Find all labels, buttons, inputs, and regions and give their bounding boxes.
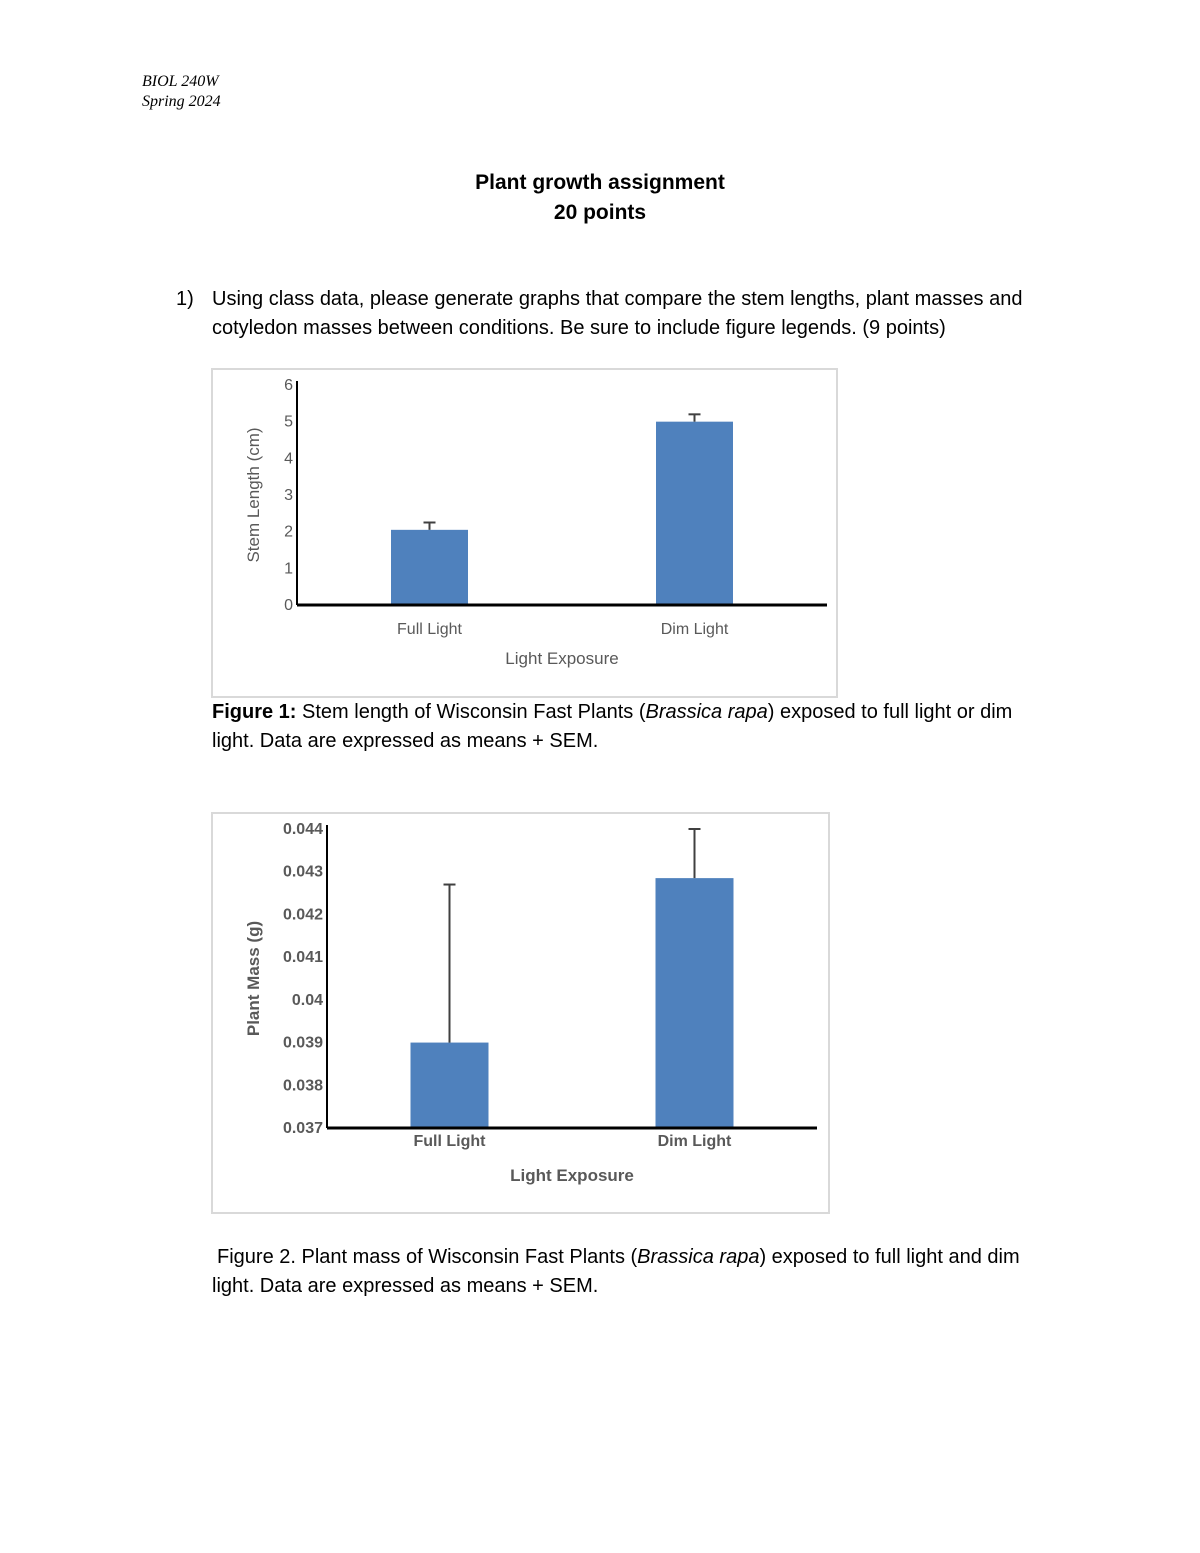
figure-2-caption: [212, 1243, 1052, 1301]
y-tick-label: 0.037: [282, 1120, 323, 1137]
figure-1-caption: [212, 698, 1052, 756]
x-tick-label: Dim Light: [660, 621, 729, 638]
y-axis-title: Stem Length (cm): [244, 427, 263, 563]
course-code: BIOL 240W: [142, 73, 219, 90]
y-tick-label: 0.039: [282, 1034, 323, 1052]
y-tick-label: 1: [284, 560, 293, 578]
assignment-points: 20 points: [553, 201, 647, 224]
y-tick-label: 0.043: [282, 863, 323, 881]
figure-1-label: Figure 1:: [212, 701, 297, 723]
y-tick-label: 0.038: [282, 1077, 323, 1095]
y-tick-label: 0: [284, 597, 293, 614]
y-tick-label: 6: [284, 377, 293, 394]
question-number: 1): [176, 288, 194, 310]
y-tick-label: 3: [284, 487, 293, 504]
figure-2-chart: [213, 814, 832, 1216]
figure-1-text-a: Stem length of Wisconsin Fast Plants (: [296, 701, 646, 723]
figure-1-chart-frame: [211, 368, 838, 698]
figure-2-chart-frame: [211, 812, 830, 1214]
bar-full-light: [391, 530, 468, 605]
question-text: Using class data, please generate graphs that compare the stem lengths, plant masses and cotyledon masses between conditions. Be sure to include figure legends. (9 points): [212, 288, 1023, 339]
figure-2-text-b: ) exposed to full light and dim light. Data are expressed as means + SEM.: [212, 1246, 1020, 1297]
y-tick-label: 4: [284, 450, 293, 468]
bar-dim-light: [656, 422, 733, 605]
figure-1-text-b: ) exposed to full light or dim light. Data are expressed as means + SEM.: [212, 701, 1013, 752]
y-tick-label: 0.044: [282, 821, 323, 838]
term: Spring 2024: [142, 93, 221, 110]
figure-2-label: Figure 2.: [217, 1246, 296, 1268]
y-axis-title: Plant Mass (g): [244, 920, 263, 1037]
x-tick-label: Full Light: [413, 1133, 486, 1150]
y-tick-label: 0.042: [282, 906, 323, 924]
figure-2-species: Brassica rapa: [637, 1246, 760, 1268]
y-tick-label: 0.041: [282, 949, 323, 967]
x-tick-label: Dim Light: [657, 1133, 732, 1150]
assignment-title: Plant growth assignment: [475, 171, 725, 194]
x-axis-title: Light Exposure: [505, 649, 619, 668]
y-tick-label: 5: [284, 413, 293, 431]
bar-full-light: [411, 1043, 489, 1128]
bar-dim-light: [656, 878, 734, 1128]
y-tick-label: 0.04: [291, 991, 323, 1009]
figure-1-chart: [213, 370, 840, 700]
figure-1-species: Brassica rapa: [645, 701, 768, 723]
figure-2-text-a: Plant mass of Wisconsin Fast Plants (: [295, 1246, 638, 1268]
x-axis-title: Light Exposure: [510, 1166, 634, 1185]
x-tick-label: Full Light: [397, 621, 462, 638]
y-tick-label: 2: [284, 523, 293, 541]
